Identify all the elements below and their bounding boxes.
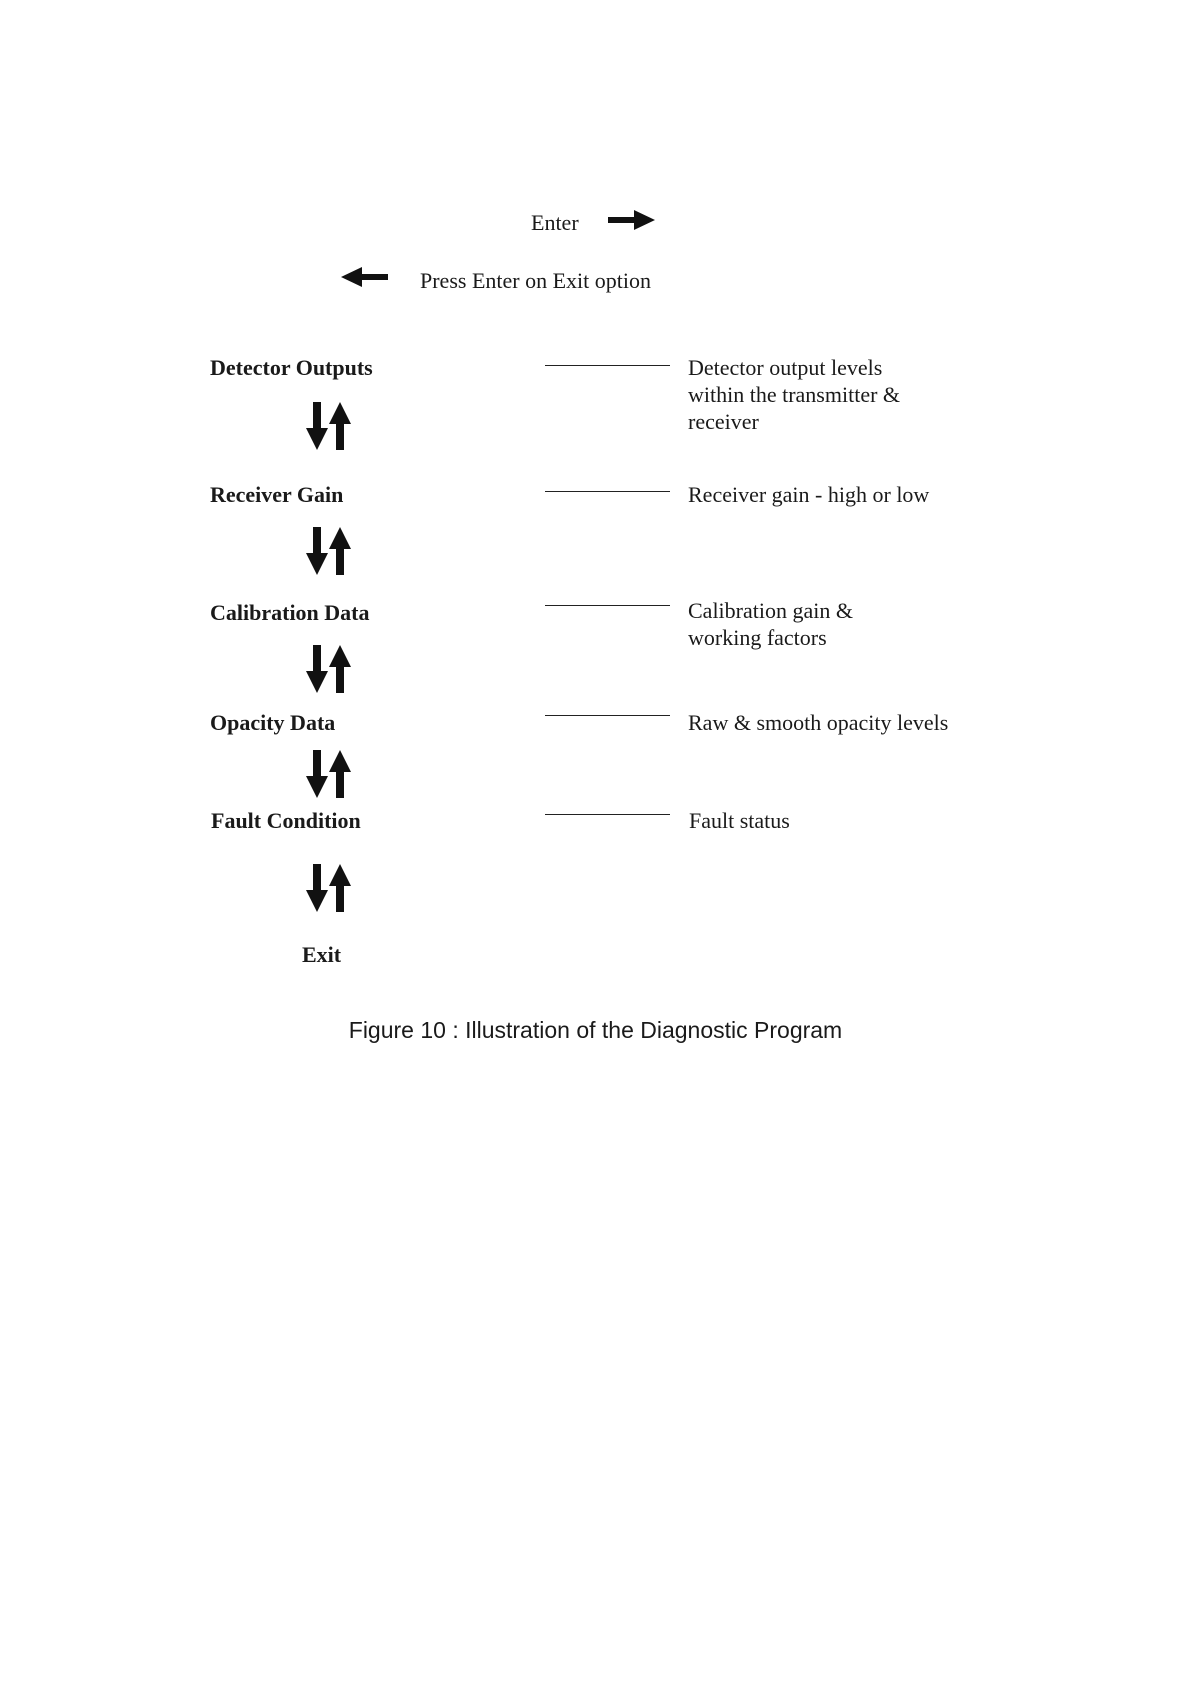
description-receiver-gain — [688, 481, 929, 508]
left-arrow-icon — [340, 266, 388, 288]
description-calibration-data — [688, 597, 853, 651]
menu-item-receiver-gain: Receiver Gain — [210, 482, 344, 507]
up-down-arrows-icon — [306, 402, 352, 450]
menu-item-exit: Exit — [302, 942, 342, 967]
up-down-arrows-icon — [306, 750, 352, 798]
description-line: Fault status — [689, 808, 790, 833]
description-line: within the transmitter & — [688, 382, 901, 407]
description-fault-condition — [689, 807, 790, 834]
leader-line — [545, 605, 670, 606]
description-line: Receiver gain - high or low — [688, 482, 930, 507]
exit-hint: Press Enter on Exit option — [420, 268, 651, 293]
description-line: receiver — [688, 409, 759, 434]
description-opacity-data — [688, 709, 948, 736]
description-line: working factors — [688, 625, 827, 650]
enter-label: Enter — [531, 210, 579, 235]
description-line: Detector output levels — [688, 355, 883, 380]
leader-line — [545, 365, 670, 366]
leader-line — [545, 715, 670, 716]
up-down-arrows-icon — [306, 527, 352, 575]
menu-item-detector-outputs: Detector Outputs — [210, 355, 373, 380]
description-detector-outputs — [688, 354, 900, 435]
menu-item-opacity-data: Opacity Data — [210, 710, 336, 735]
right-arrow-icon — [608, 209, 656, 231]
description-line: Raw & smooth opacity levels — [688, 710, 949, 735]
leader-line — [545, 491, 670, 492]
up-down-arrows-icon — [306, 645, 352, 693]
menu-item-fault-condition: Fault Condition — [211, 808, 361, 833]
description-line: Calibration gain & — [688, 598, 853, 623]
figure-caption: Figure 10 : Illustration of the Diagnostic Program — [348, 1017, 843, 1043]
menu-item-calibration-data: Calibration Data — [210, 600, 370, 625]
up-down-arrows-icon — [306, 864, 352, 912]
leader-line — [545, 814, 670, 815]
